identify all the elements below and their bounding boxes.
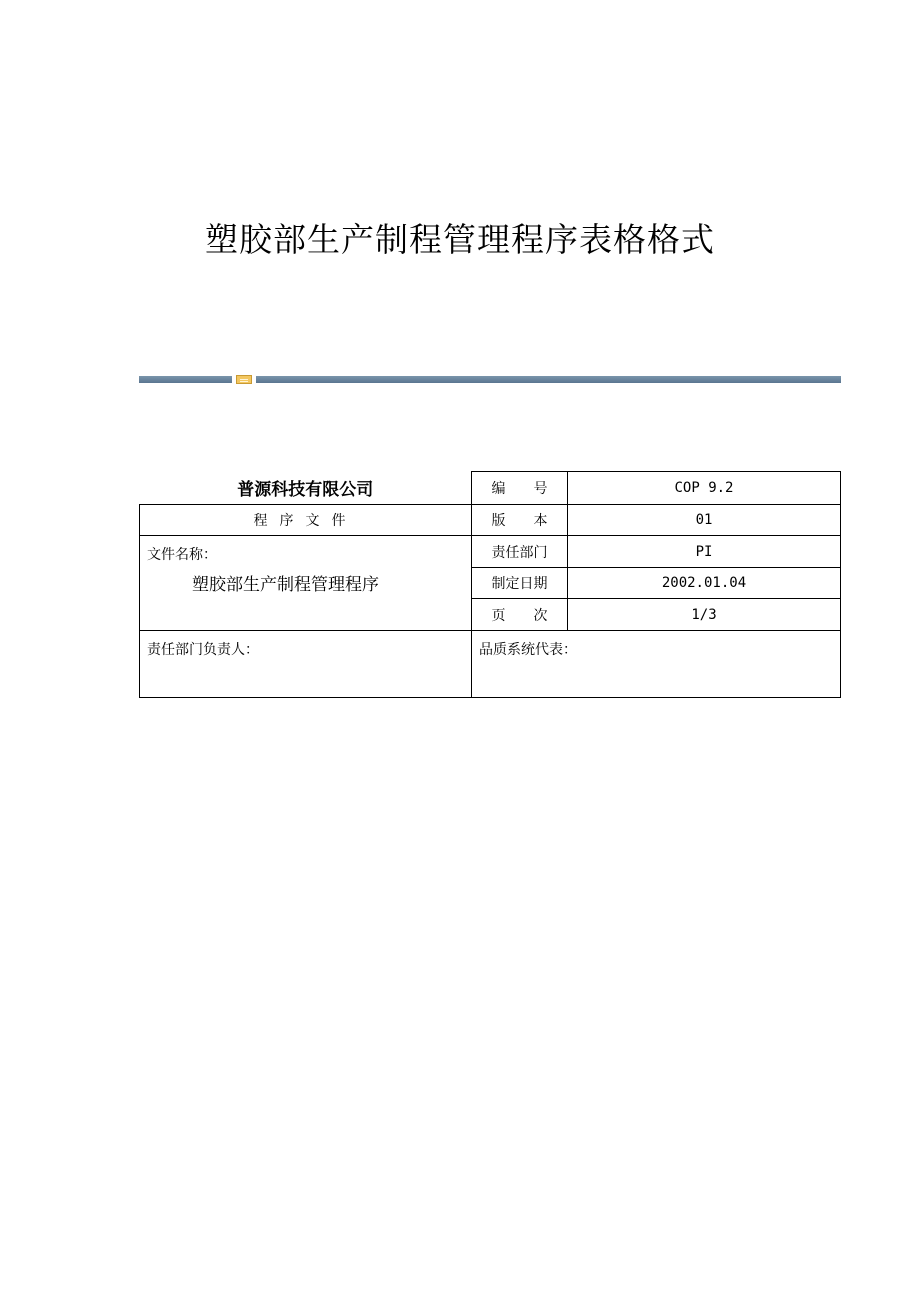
field-label-date: 制定日期: [472, 568, 568, 599]
company-name: 普源科技有限公司: [237, 480, 374, 501]
document-name-cell: [140, 536, 472, 631]
divider-badge-icon: [236, 375, 252, 384]
field-label-page: 页 次: [472, 599, 568, 631]
document-title: 塑胶部生产制程管理程序表格格式: [205, 220, 715, 259]
field-value-page: 1/3: [568, 599, 841, 631]
field-value-number: COP 9.2: [568, 472, 841, 505]
doc-type: 程序文件: [140, 505, 472, 536]
field-value-version: 01: [568, 505, 841, 536]
document-name-value: 塑胶部生产制程管理程序: [192, 575, 379, 595]
field-label-department: 责任部门: [472, 536, 568, 568]
divider-bar-left: [139, 376, 232, 383]
document-name-label: 文件名称：: [147, 547, 217, 563]
field-value-date: 2002.01.04: [568, 568, 841, 599]
document-header-table: [139, 471, 841, 698]
divider-bar-right: [256, 376, 841, 383]
field-value-department: PI: [568, 536, 841, 568]
field-label-number: 编 号: [472, 472, 568, 505]
quality-rep-cell: 品质系统代表：: [472, 631, 841, 698]
responsible-person-cell: 责任部门负责人：: [140, 631, 472, 698]
field-label-version: 版 本: [472, 505, 568, 536]
header-divider: [139, 375, 841, 384]
